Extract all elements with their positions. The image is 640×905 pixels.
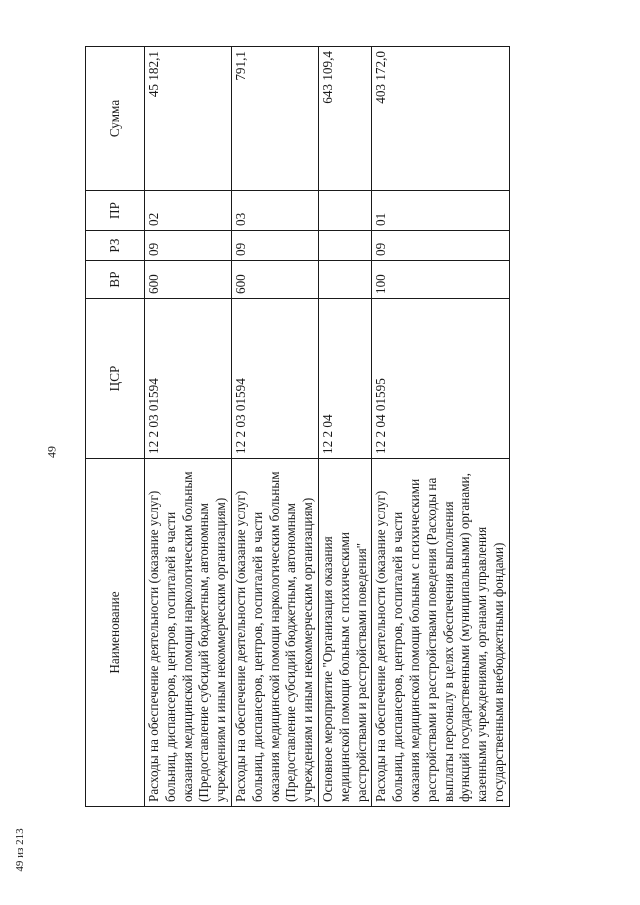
cell-csr: 12 2 03 01594	[231, 299, 318, 459]
header-vr: ВР	[86, 261, 145, 299]
cell-vr: 100	[372, 261, 509, 299]
cell-vr	[318, 261, 371, 299]
page-footer: 49 из 213	[14, 828, 26, 872]
cell-name: Расходы на обеспечение деятельности (оказание услуг) больниц, диспансеров, центров, госпиталей в части оказания медицинской помощи наркологическим больным (Предоставление субсидий бюджетным, автономным учреждениям и иным некоммерческим организациям)	[231, 459, 318, 807]
table-row	[318, 47, 371, 807]
cell-sum: 45 182,1	[145, 47, 232, 191]
cell-csr: 12 2 04	[318, 299, 371, 459]
table-row	[372, 47, 509, 807]
cell-vr: 600	[145, 261, 232, 299]
cell-name: Основное мероприятие "Организация оказания медицинской помощи больным с психическими расстройствами и расстройствами поведения"	[318, 459, 371, 807]
cell-name: Расходы на обеспечение деятельности (оказание услуг) больниц, диспансеров, центров, госпиталей в части оказания медицинской помощи наркологическим больным (Предоставление субсидий бюджетным, автономным учреждениям и иным некоммерческим организациям)	[145, 459, 232, 807]
table-header-row	[86, 47, 145, 807]
cell-rz: 09	[231, 231, 318, 261]
header-rz: РЗ	[86, 231, 145, 261]
cell-vr: 600	[231, 261, 318, 299]
cell-rz: 09	[372, 231, 509, 261]
cell-pr	[318, 191, 371, 231]
cell-rz: 09	[145, 231, 232, 261]
cell-csr: 12 2 03 01594	[145, 299, 232, 459]
cell-rz	[318, 231, 371, 261]
budget-table	[85, 46, 510, 807]
rotated-table-container	[85, 47, 505, 807]
table-row	[145, 47, 232, 807]
cell-sum: 403 172,0	[372, 47, 509, 191]
header-sum: Сумма	[86, 47, 145, 191]
header-csr: ЦСР	[86, 299, 145, 459]
cell-csr: 12 2 04 01595	[372, 299, 509, 459]
cell-pr: 03	[231, 191, 318, 231]
table-row	[231, 47, 318, 807]
cell-pr: 01	[372, 191, 509, 231]
cell-sum: 643 109,4	[318, 47, 371, 191]
page-number: 49	[44, 446, 59, 458]
header-pr: ПР	[86, 191, 145, 231]
header-name: Наименование	[86, 459, 145, 807]
cell-name: Расходы на обеспечение деятельности (оказание услуг) больниц, диспансеров, центров, госпиталей в части оказания медицинской помощи больным с психическими расстройствами и расстройствами поведения (Расходы на выплаты персоналу в целях обеспечения выполнения функций государственными (муниципальными) органами, казенными учреждениями, органами управления государственными внебюджетными фондами)	[372, 459, 509, 807]
cell-sum: 791,1	[231, 47, 318, 191]
cell-pr: 02	[145, 191, 232, 231]
